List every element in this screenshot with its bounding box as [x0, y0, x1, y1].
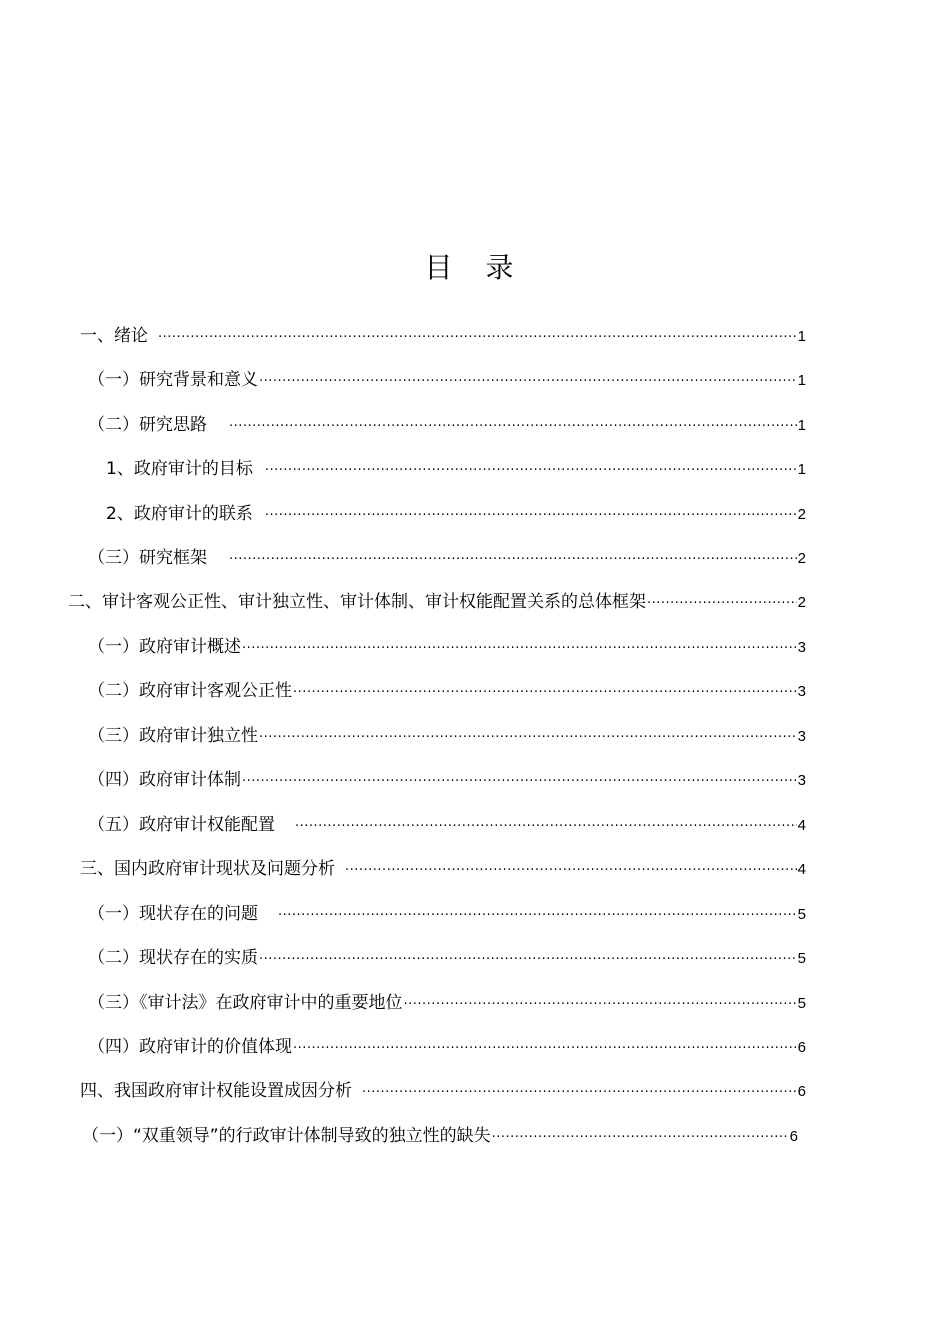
toc-entry-title: （三）研究框架: [88, 548, 207, 568]
toc-entry[interactable]: [106, 456, 806, 482]
dot-leader: [229, 547, 797, 573]
dot-leader: [158, 325, 797, 351]
page-title: 目 录: [424, 251, 526, 284]
toc-entry-page: 6: [797, 1039, 806, 1056]
toc-entry[interactable]: [88, 367, 806, 393]
toc-entry-page: 5: [797, 906, 806, 923]
dot-leader: [293, 1036, 797, 1062]
dot-leader: [259, 725, 797, 751]
toc-entry-page: 3: [797, 639, 806, 656]
toc-entry-title: （二）现状存在的实质: [88, 948, 258, 968]
toc-entry-page: 3: [797, 772, 806, 789]
toc-entry[interactable]: [80, 323, 806, 349]
toc-entry[interactable]: [82, 1123, 798, 1149]
dot-leader: [492, 1125, 789, 1151]
dot-leader: [229, 414, 797, 440]
toc-entry-page: 2: [797, 594, 806, 611]
toc-entry[interactable]: [88, 767, 806, 793]
toc-entry-title: （一）政府审计概述: [88, 637, 241, 657]
toc-entry-title: （二）政府审计客观公正性: [88, 681, 292, 701]
toc-entry-title: 1、政府审计的目标: [106, 459, 253, 479]
toc-entry-title: （一）现状存在的问题: [88, 904, 258, 924]
toc-entry[interactable]: [88, 545, 806, 571]
toc-entry[interactable]: [88, 812, 806, 838]
toc-entry-page: 2: [797, 550, 806, 567]
toc-entry-page: 6: [789, 1128, 798, 1145]
toc-entry-title: 2、政府审计的联系: [106, 504, 253, 524]
toc-entry-page: 2: [797, 506, 806, 523]
toc-entry-page: 3: [797, 728, 806, 745]
toc-entry[interactable]: [88, 945, 806, 971]
toc-entry-page: 4: [797, 817, 806, 834]
toc-entry[interactable]: [88, 990, 806, 1016]
toc-entry[interactable]: [68, 589, 806, 615]
dot-leader: [259, 369, 797, 395]
dot-leader: [265, 458, 797, 484]
toc-entry-title: 二、审计客观公正性、审计独立性、审计体制、审计权能配置关系的总体框架: [68, 592, 646, 612]
dot-leader: [295, 814, 797, 840]
toc-entry-title: 三、国内政府审计现状及问题分析: [80, 859, 335, 879]
dot-leader: [293, 680, 797, 706]
toc-entry-title: （一）“双重领导”的行政审计体制导致的独立性的缺失: [82, 1126, 491, 1146]
toc-entry-page: 1: [797, 417, 806, 434]
toc-entry[interactable]: [88, 901, 806, 927]
toc-entry[interactable]: [80, 1078, 806, 1104]
toc-entry-page: 1: [797, 328, 806, 345]
toc-entry[interactable]: [88, 412, 806, 438]
toc-entry-page: 4: [797, 861, 806, 878]
toc-entry-title: 四、我国政府审计权能设置成因分析: [80, 1081, 352, 1101]
dot-leader: [259, 947, 797, 973]
toc-entry-title: （二）研究思路: [88, 415, 207, 435]
toc-entry[interactable]: [88, 634, 806, 660]
dot-leader: [345, 858, 797, 884]
toc-entry-title: （四）政府审计的价值体现: [88, 1037, 292, 1057]
toc-entry-page: 5: [797, 950, 806, 967]
dot-leader: [647, 591, 797, 617]
toc-entry[interactable]: [88, 1034, 806, 1060]
toc-entry-page: 6: [797, 1083, 806, 1100]
toc-entry-title: （一）研究背景和意义: [88, 370, 258, 390]
toc-entry-title: （三）政府审计独立性: [88, 726, 258, 746]
toc-entry-page: 5: [797, 995, 806, 1012]
dot-leader: [404, 992, 797, 1018]
toc-entry[interactable]: [88, 678, 806, 704]
dot-leader: [278, 903, 797, 929]
toc-entry-title: （四）政府审计体制: [88, 770, 241, 790]
dot-leader: [362, 1080, 797, 1106]
toc-entry[interactable]: [88, 723, 806, 749]
toc-entry-page: 3: [797, 683, 806, 700]
toc-entry-page: 1: [797, 461, 806, 478]
toc-entry[interactable]: [80, 856, 806, 882]
toc-entry-title: 一、绪论: [80, 326, 148, 346]
toc-entry-page: 1: [797, 372, 806, 389]
dot-leader: [242, 769, 797, 795]
toc-entry-title: （三）《审计法》在政府审计中的重要地位: [88, 993, 403, 1013]
dot-leader: [265, 503, 797, 529]
dot-leader: [242, 636, 797, 662]
toc-entry[interactable]: [106, 501, 806, 527]
toc-entry-title: （五）政府审计权能配置: [88, 815, 275, 835]
